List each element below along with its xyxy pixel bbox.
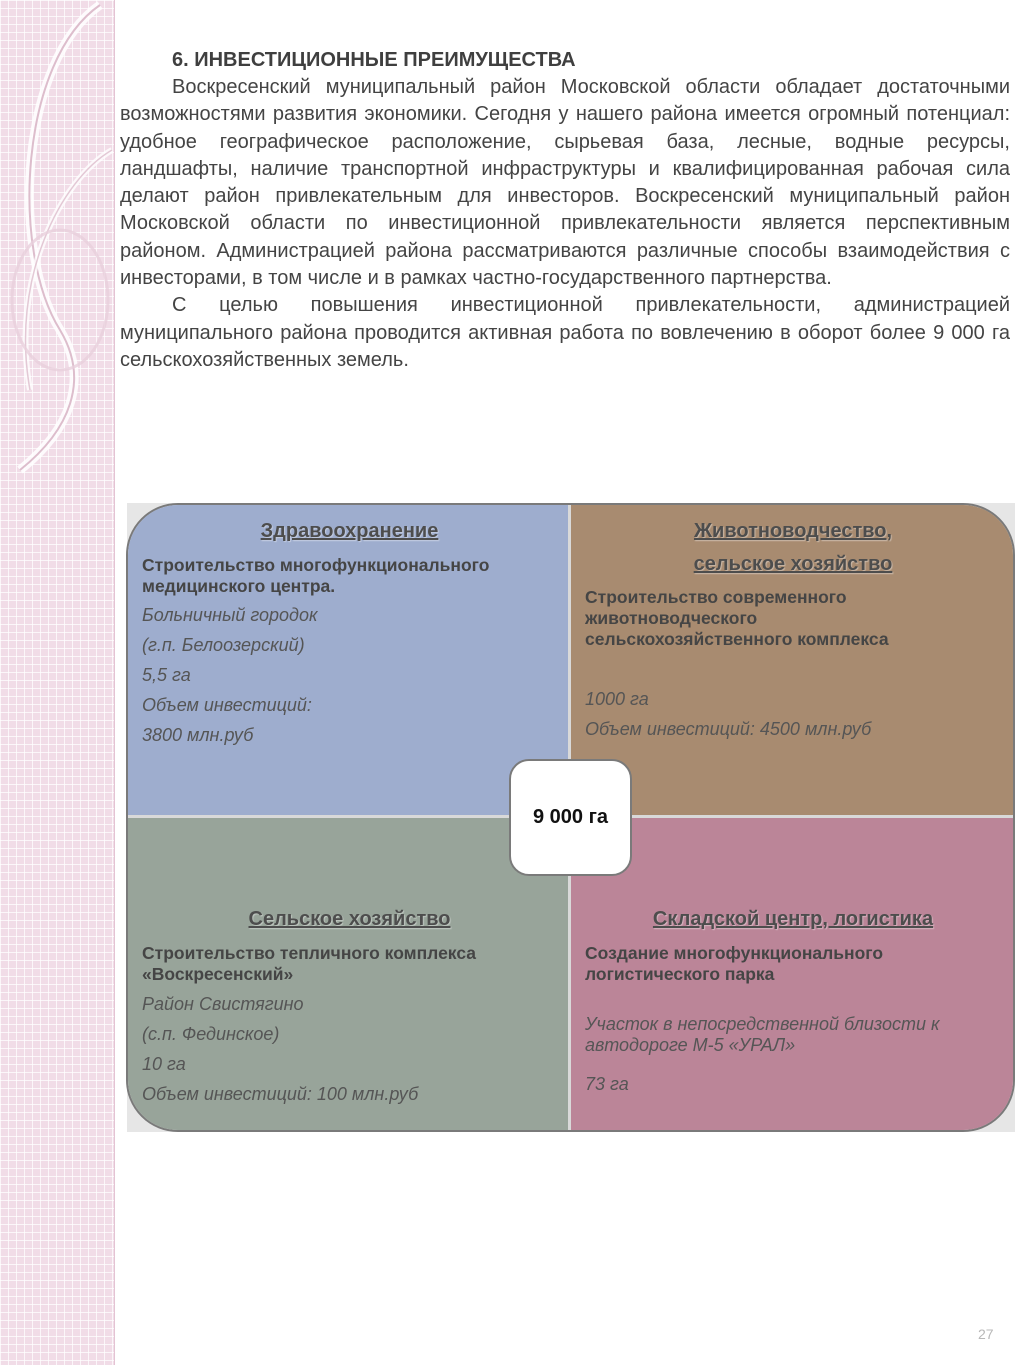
quadrant-healthcare	[128, 505, 571, 818]
project-area: 1000 га	[585, 689, 649, 709]
quadrant-title: Складской центр, логистика	[652, 908, 934, 930]
quadrant-title: Сельское хозяйство	[248, 908, 451, 930]
project-settlement: (г.п. Белоозерский)	[142, 635, 305, 655]
text-section	[120, 46, 1010, 374]
project-location: Больничный городок	[142, 605, 318, 625]
land-paragraph: С целью повышения инвестиционной привлекательности, администрацией муниципального района проводится активная работа по вовлечению в оборот более 9 000 га сельскохозяйственных земель.	[120, 294, 1010, 371]
investment-value: 3800 млн.руб	[142, 725, 254, 745]
project-description: Создание многофункционального логистического парка	[585, 943, 884, 984]
project-area: 73 га	[585, 1074, 629, 1094]
project-location: Участок в непосредственной близости к автодороге М-5 «УРАЛ»	[585, 1014, 940, 1055]
project-description: Строительство современного животноводческого сельскохозяйственного комплекса	[585, 587, 889, 649]
section-title: 6. ИНВЕСТИЦИОННЫЕ ПРЕИМУЩЕСТВА	[172, 49, 576, 71]
project-description: Строительство тепличного комплекса «Воскресенский»	[142, 943, 477, 984]
quadrant-logistics	[571, 818, 1015, 1132]
project-description: Строительство многофункционального медицинского центра.	[142, 555, 490, 596]
quadrant-title-line1: Животноводчество,	[693, 520, 893, 542]
quadrant-title: Здравоохранение	[260, 520, 439, 542]
investment-value: Объем инвестиций: 4500 млн.руб	[585, 719, 872, 739]
quadrant-title-line2: сельское хозяйство	[693, 553, 893, 575]
project-location: Район Свистягино	[142, 994, 304, 1014]
project-area: 10 га	[142, 1054, 186, 1074]
project-area: 5,5 га	[142, 665, 191, 685]
investment-label: Объем инвестиций:	[142, 695, 312, 715]
investment-value: Объем инвестиций: 100 млн.руб	[142, 1084, 419, 1104]
page-number: 27	[978, 1326, 994, 1342]
project-settlement: (с.п. Фединское)	[142, 1024, 280, 1044]
total-area-badge: 9 000 га	[509, 759, 632, 876]
quadrant-agriculture	[128, 818, 571, 1132]
decorative-side-strip	[0, 0, 115, 1365]
intro-paragraph: Воскресенский муниципальный район Московской области обладает достаточными возможностями развития экономики. Сегодня у нашего района имеется огромный потенциал: удобное географическое расположение, сырьевая база, лесные, водные ресурсы, ландшафты, наличие транспортной инфраструктуры и квалифицированная рабочая сила делают район привлекательным для инвесторов. Воскресенский муниципальный район Московской области по инвестиционной привлекательности является перспективным районом. Администрацией района рассматриваются различные способы взаимодействия с инвесторами, в том числе и в рамках частно-государственного партнерства.	[120, 76, 1010, 290]
quadrant-livestock	[571, 505, 1015, 818]
